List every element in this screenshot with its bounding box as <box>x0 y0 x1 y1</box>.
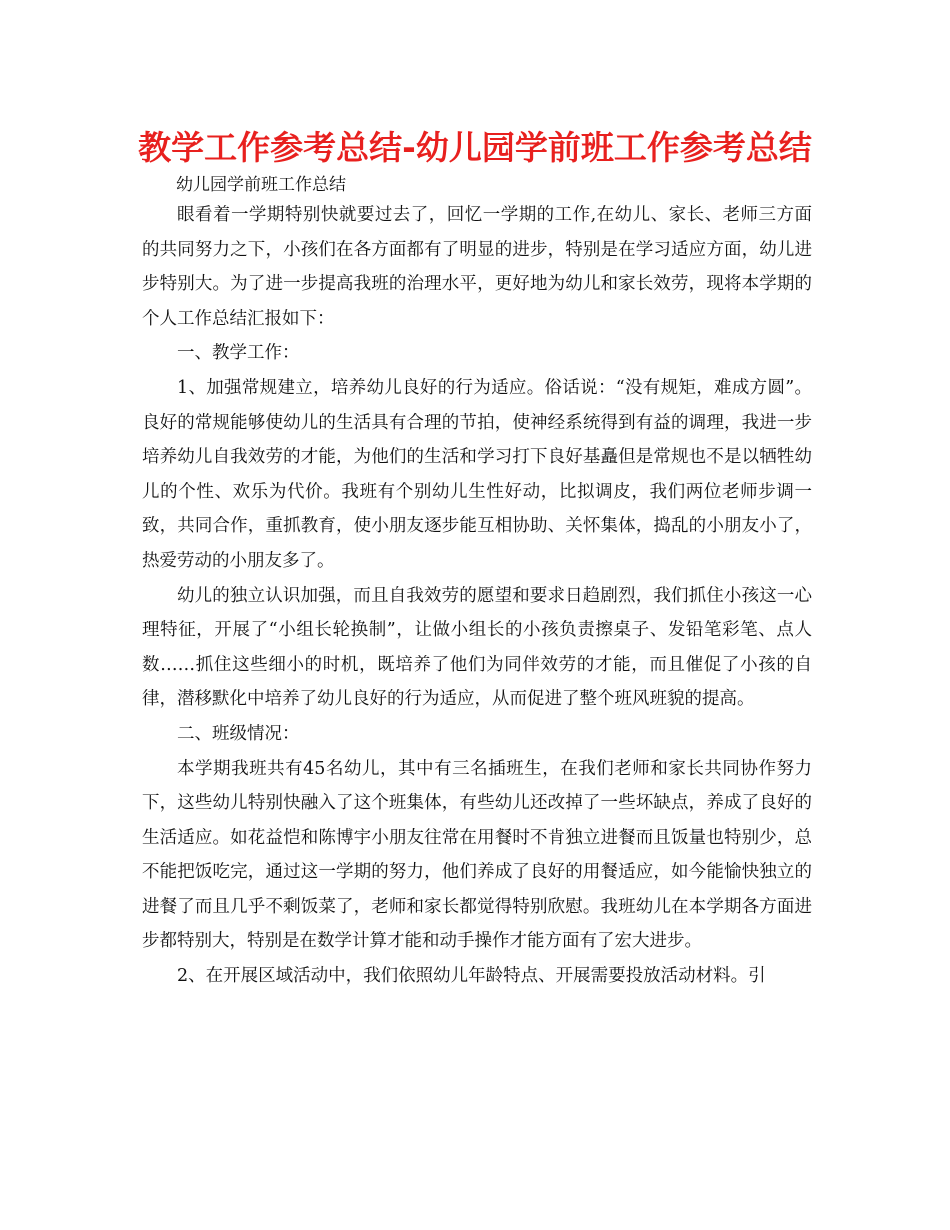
section-heading-teaching: 一、教学工作： <box>177 343 300 364</box>
document-subtitle: 幼儿园学前班工作总结 <box>176 175 346 195</box>
section-heading-class: 二、班级情况： <box>177 723 300 744</box>
document-body <box>142 198 812 994</box>
paragraph-independence: 幼儿的独立认识加强，而且自我效劳的愿望和要求日趋剧烈，我们抓住小孩这一心理特征，开展了“小组长轮换制”，让做小组长的小孩负责擦桌子、发铅笔彩笔、点人数……抓住这些细小的时机，既培养了他们为同伴效劳的才能，而且催促了小孩的自律，潜移默化中培养了幼儿良好的行为适应，从而促进了整个班风班貌的提高。 <box>142 585 812 710</box>
document-title: 教学工作参考总结-幼儿园学前班工作参考总结 <box>138 128 812 167</box>
paragraph-class-situation: 本学期我班共有45名幼儿，其中有三名插班生，在我们老师和家长共同协作努力下，这些幼儿特别快融入了这个班集体，有些幼儿还改掉了一些坏缺点，养成了良好的生活适应。如花益恺和陈博宇小朋友往常在用餐时不肯独立进餐而且饭量也特别少，总不能把饭吃完，通过这一学期的努力，他们养成了良好的用餐适应，如今能愉快独立的进餐了而且几乎不剩饭菜了，老师和家长都觉得特别欣慰。我班幼儿在本学期各方面进步都特别大，特别是在数学计算才能和动手操作才能方面有了宏大进步。 <box>142 758 812 952</box>
paragraph-routine: 1、加强常规建立，培养幼儿良好的行为适应。俗话说：“没有规矩，难成方圆”。良好的常规能够使幼儿的生活具有合理的节拍，使神经系统得到有益的调理，我进一步培养幼儿自我效劳的才能，为他们的生活和学习打下良好基矗但是常规也不是以牺牲幼儿的个性、欢乐为代价。我班有个别幼儿生性好动，比拟调皮，我们两位老师步调一致，共同合作，重抓教育，使小朋友逐步能互相协助、关怀集体，捣乱的小朋友小了，热爱劳动的小朋友多了。 <box>142 377 812 571</box>
paragraph-area-activities: 2、在开展区域活动中，我们依照幼儿年龄特点、开展需要投放活动材料。引 <box>177 966 766 987</box>
paragraph-intro: 眼看着一学期特别快就要过去了，回忆一学期的工作,在幼儿、家长、老师三方面的共同努力之下，小孩们在各方面都有了明显的进步，特别是在学习适应方面，幼儿进步特别大。为了进一步提高我班的治理水平，更好地为幼儿和家长效劳，现将本学期的个人工作总结汇报如下： <box>142 205 812 329</box>
